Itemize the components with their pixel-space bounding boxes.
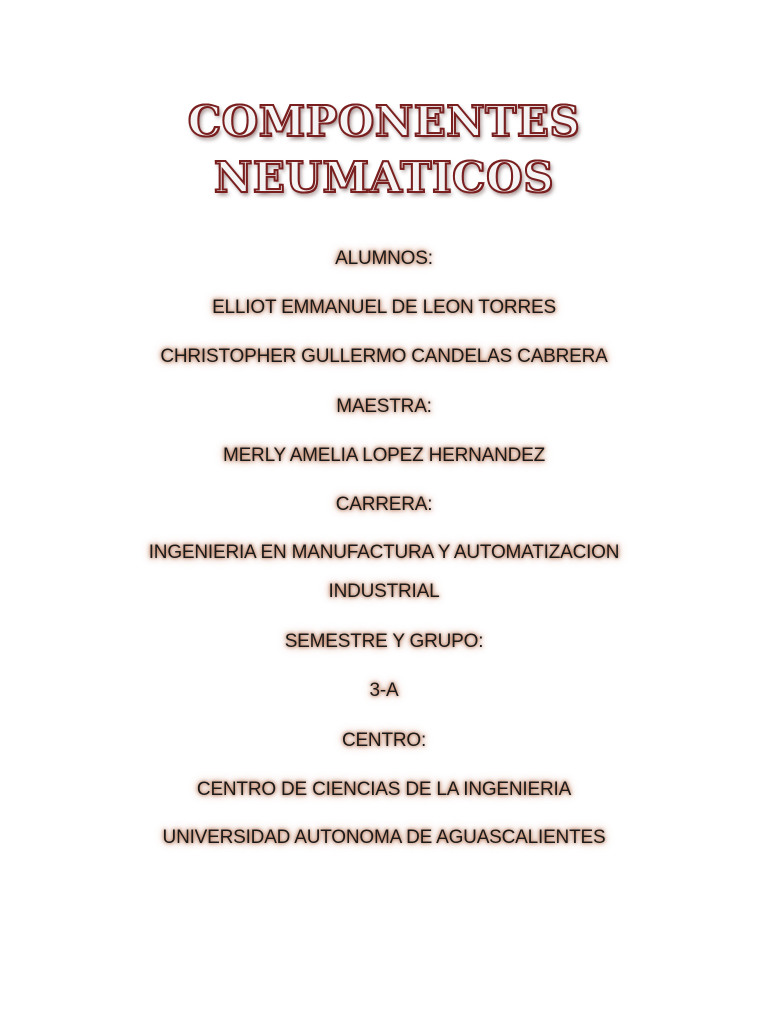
center-label: CENTRO: [341, 730, 427, 751]
semester-value: 3-A [369, 680, 399, 701]
title-line-1: COMPONENTES [187, 97, 581, 146]
teacher-name: MERLY AMELIA LOPEZ HERNANDEZ [222, 445, 546, 466]
title-line-2: NEUMATICOS [213, 153, 555, 202]
student-name-2: CHRISTOPHER GULLERMO CANDELAS CABRERA [160, 346, 608, 367]
career-line-2: INDUSTRIAL [328, 581, 440, 602]
career-line-1: INGENIERIA EN MANUFACTURA Y AUTOMATIZACION [148, 542, 620, 563]
teacher-label: MAESTRA: [336, 396, 432, 417]
student-name-1: ELLIOT EMMANUEL DE LEON TORRES [212, 297, 556, 318]
semester-label: SEMESTRE Y GRUPO: [284, 631, 484, 652]
students-label: ALUMNOS: [335, 248, 433, 269]
center-value: CENTRO DE CIENCIAS DE LA INGENIERIA [196, 779, 572, 800]
university-name: UNIVERSIDAD AUTONOMA DE AGUASCALIENTES [162, 827, 606, 848]
career-label: CARRERA: [335, 494, 433, 515]
